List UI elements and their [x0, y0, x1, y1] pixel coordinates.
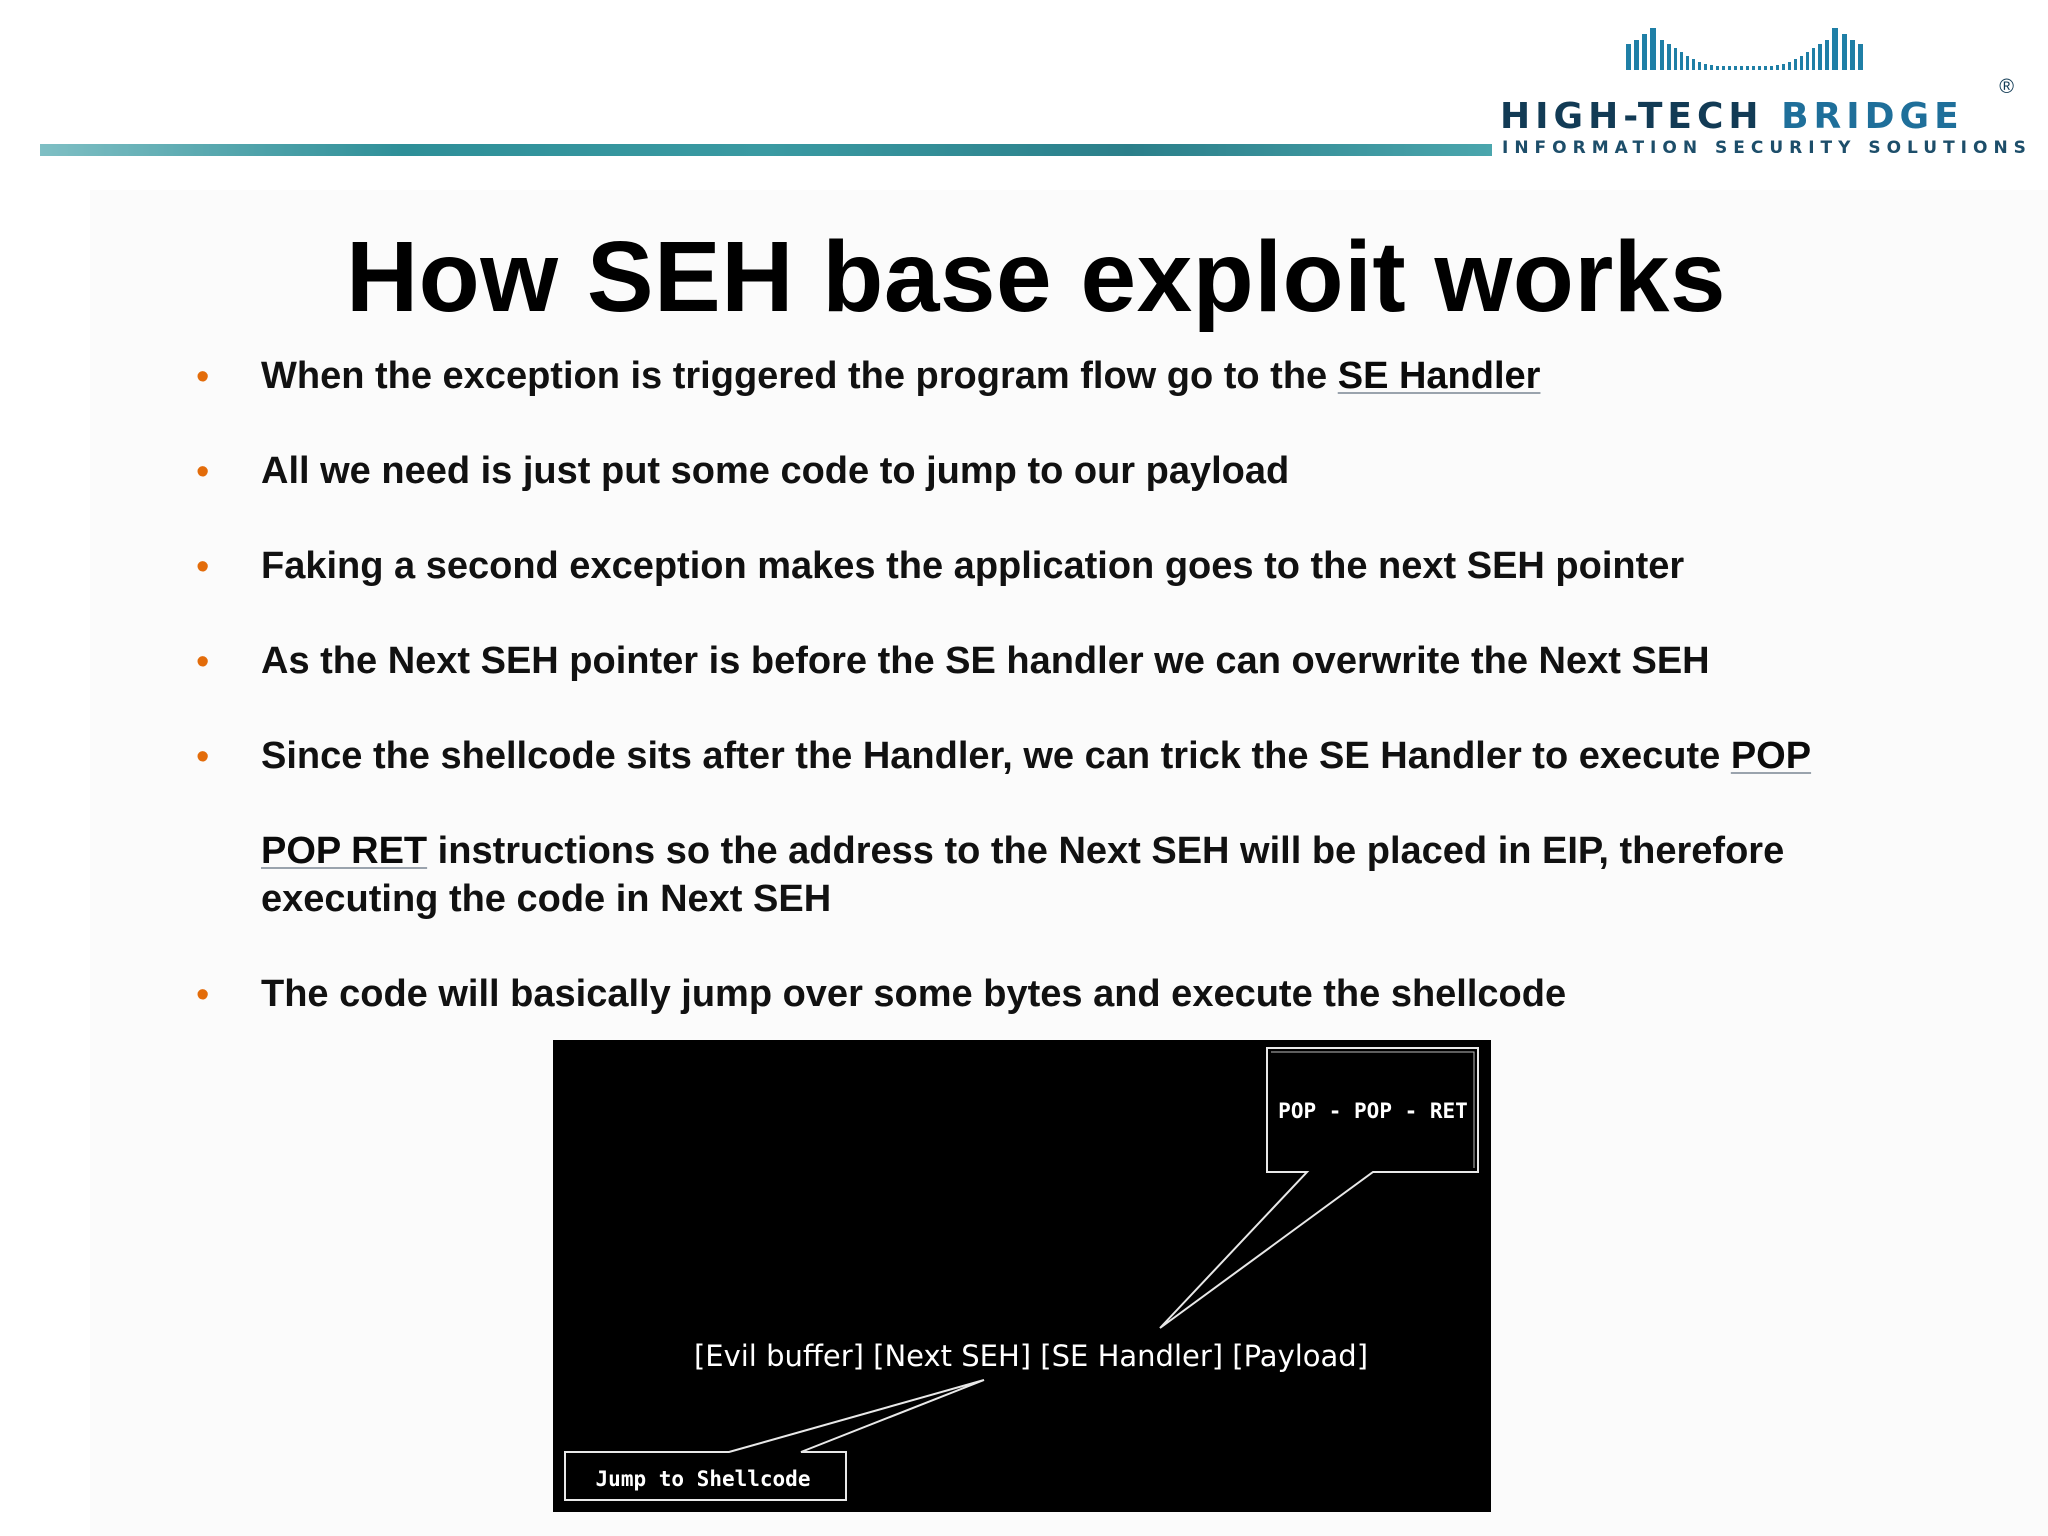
continuation-text-1: instructions so the address to the Next SEH will be placed in EIP, therefore [427, 830, 1785, 872]
bullet-icon: • [196, 974, 210, 1016]
bullet-text-6: The code will basically jump over some bytes and execute the shellcode [261, 973, 1567, 1015]
registered-mark: ® [1999, 76, 2014, 98]
high-tech-bridge-logo [1500, 20, 2032, 170]
seh-diagram-svg [553, 1040, 1491, 1512]
bullet-1-emphasis: SE Handler [1337, 355, 1541, 397]
logo-wordmark [1500, 96, 2010, 137]
bullet-5-text: Since the shellcode sits after the Handler, we can trick the SE Handler to execute [261, 735, 1731, 777]
logo-tagline: INFORMATION SECURITY SOLUTIONS [1502, 138, 2032, 158]
bullet-1-text: When the exception is triggered the program flow go to the [261, 355, 1338, 397]
jump-to-shellcode-label: Jump to Shellcode [595, 1467, 811, 1491]
logo-bars-icon [1624, 26, 1886, 70]
bullet-text-2: All we need is just put some code to jump to our payload [261, 450, 1290, 492]
bullet-icon: • [196, 641, 210, 683]
pop-pop-ret-label: POP - POP - RET [1278, 1099, 1468, 1123]
logo-name-part1: HIGH-TECH [1500, 96, 1782, 137]
bullet-icon: • [196, 736, 210, 778]
bullet-icon: • [196, 451, 210, 493]
seh-diagram [553, 1040, 1491, 1512]
continuation-line-1 [261, 827, 1784, 875]
bullet-text-5 [261, 732, 1811, 780]
bullet-icon: • [196, 546, 210, 588]
slide-title: How SEH base exploit works [345, 221, 1727, 333]
bullet-icon: • [196, 356, 210, 398]
logo-name-part2: BRIDGE [1781, 96, 1964, 137]
bullet-5-emphasis: POP [1730, 735, 1812, 777]
buffer-layout-label: [Evil buffer] [Next SEH] [SE Handler] [Payload] [693, 1339, 1369, 1373]
header-rule [40, 144, 1492, 156]
continuation-emphasis: POP RET [261, 830, 428, 872]
continuation-line-2: executing the code in Next SEH [261, 878, 832, 920]
bullet-text-4: As the Next SEH pointer is before the SE handler we can overwrite the Next SEH [261, 640, 1710, 682]
bullet-text-1 [261, 352, 1540, 400]
bullet-text-3: Faking a second exception makes the application goes to the next SEH pointer [261, 545, 1685, 587]
pop-pop-ret-callout-box [1160, 1048, 1478, 1328]
